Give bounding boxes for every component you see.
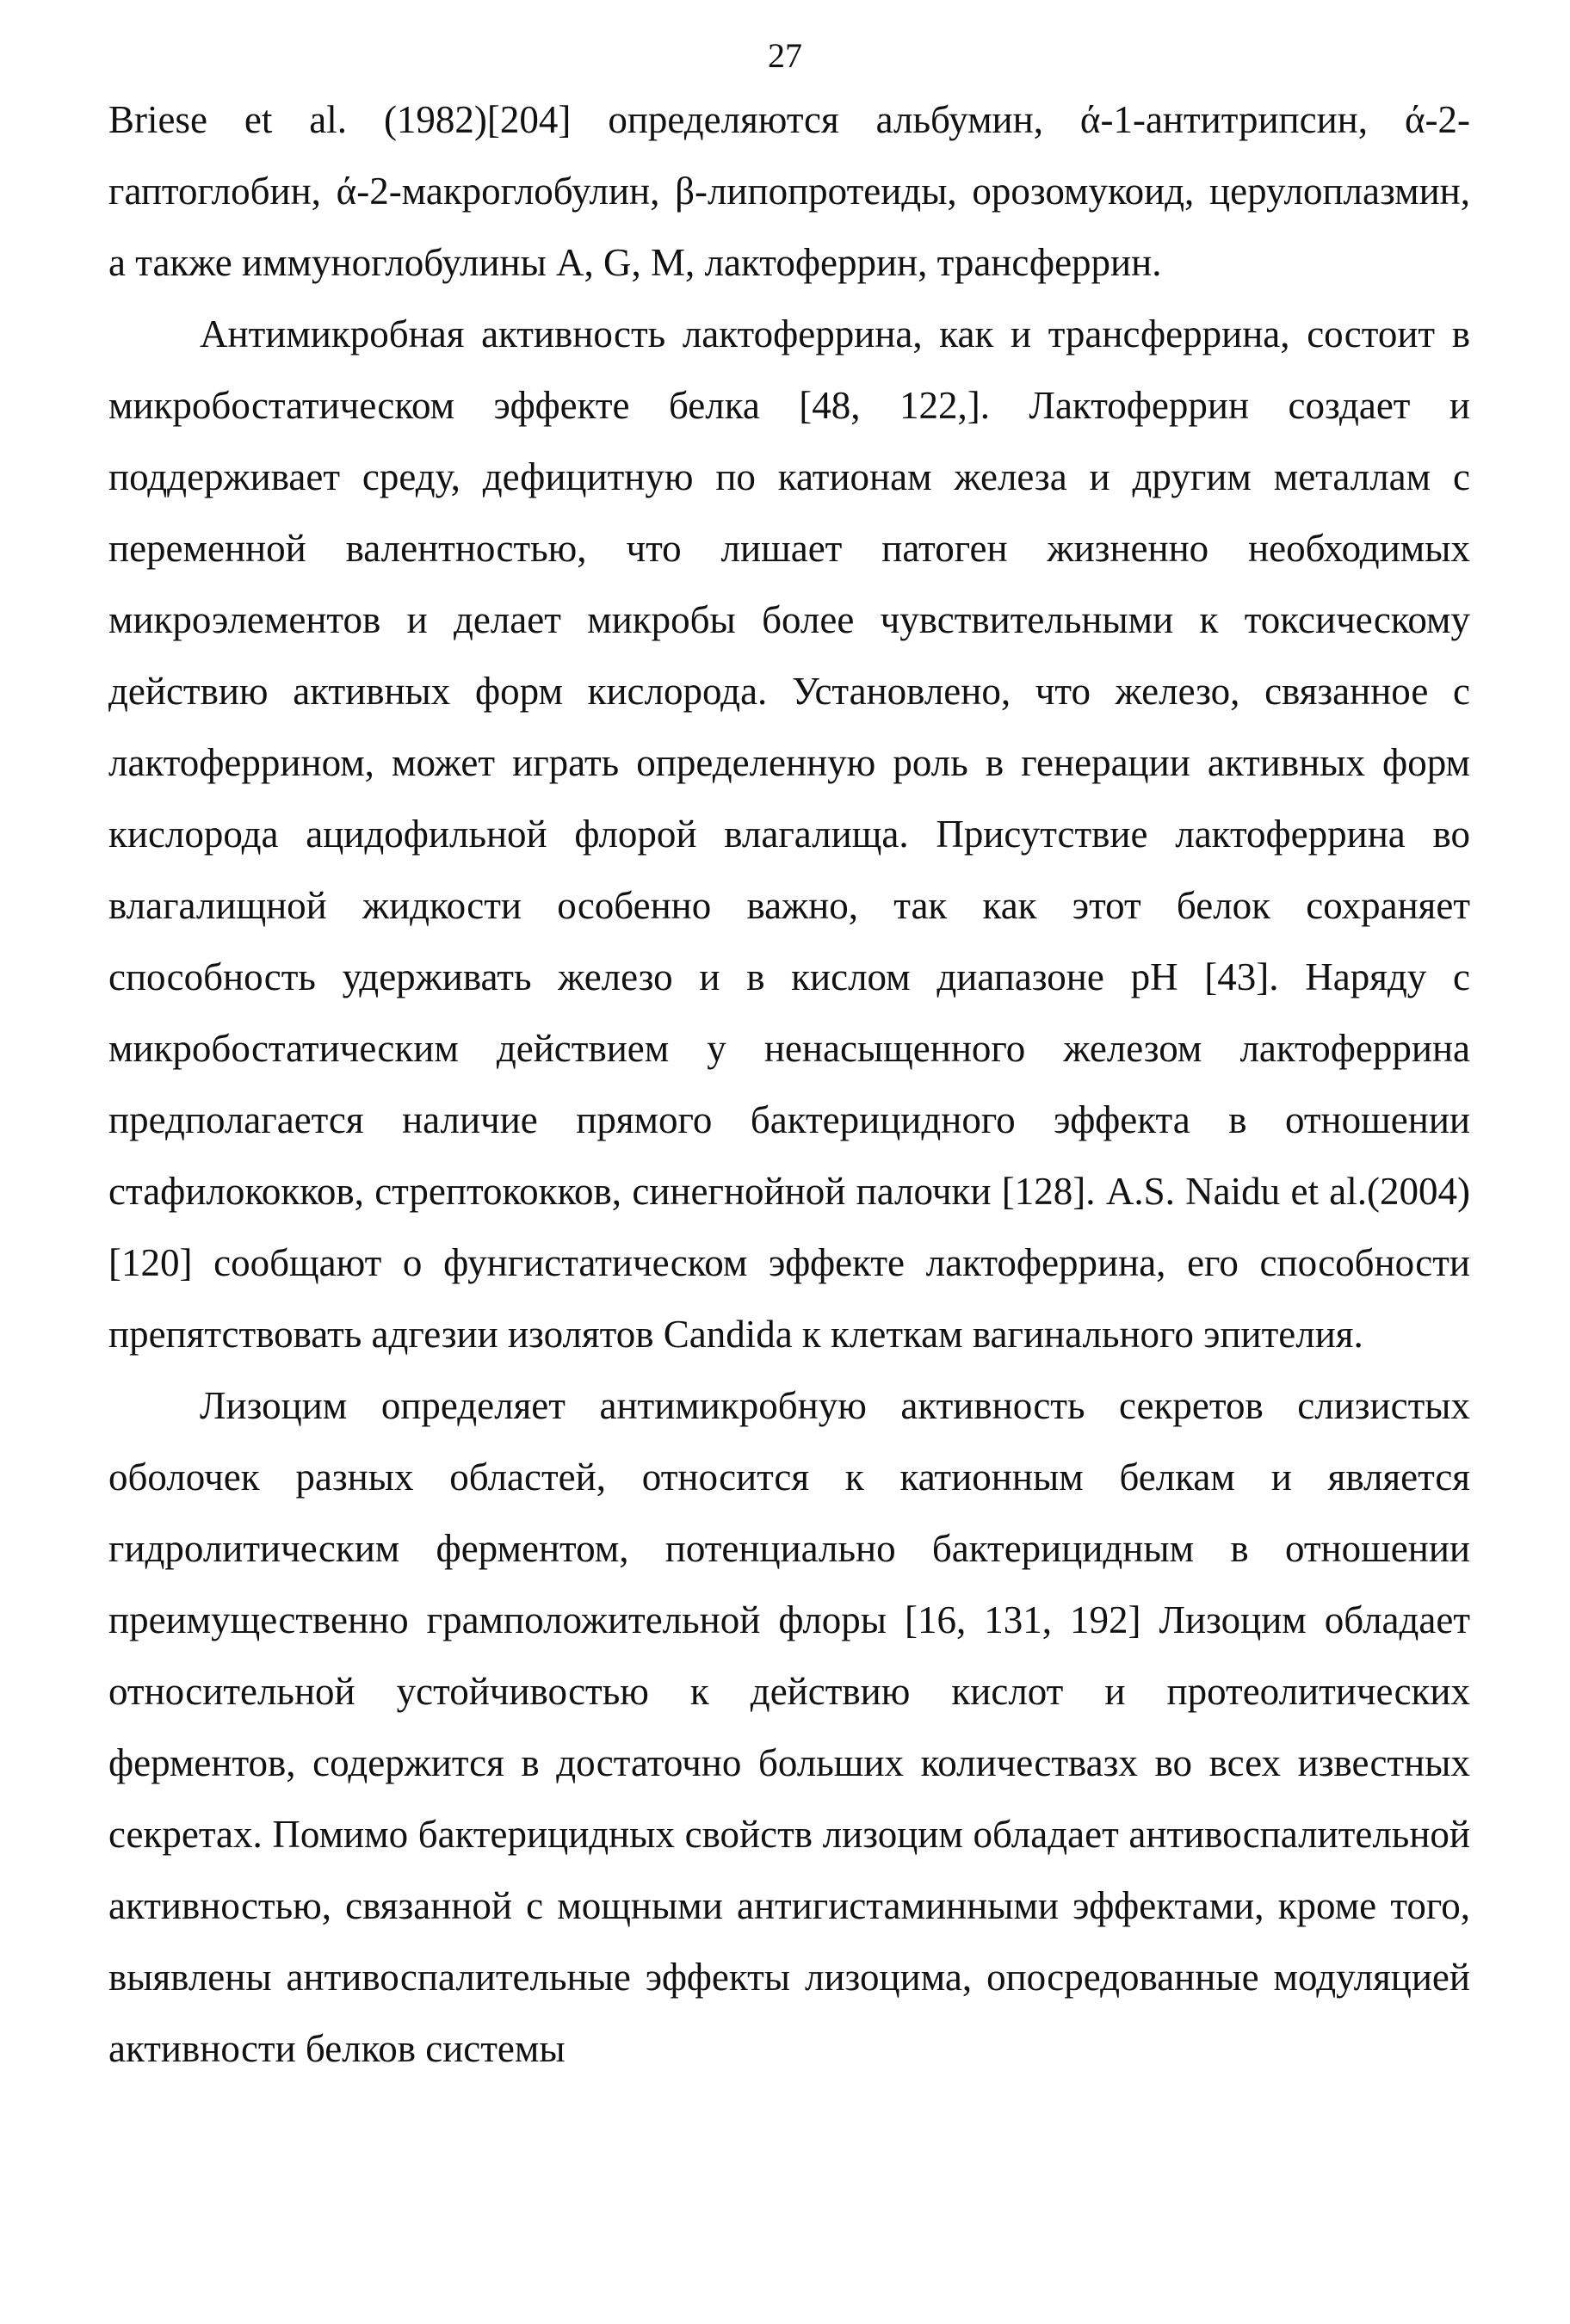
page-number: 27 (768, 36, 802, 75)
paragraph-lactoferrin: Антимикробная активность лактоферрина, как и трансферрина, состоит в микробостатическом эффекте белка [48, 122,]. Лактоферрин создает и поддерживает среду, дефицитную по катионам железа и другим металлам с переменной валентностью, что лишает патоген жизненно необходимых микроэлементов и делает микробы более чувствительными к токсическому действию активных форм кислорода. Установлено, что железо, связанное с лактоферрином, может играть определенную роль в генерации активных форм кислорода ацидофильной флорой влагалища. Присутствие лактоферрина во влагалищной жидкости особенно важно, так как этот белок сохраняет способность удерживать железо и в кислом диапазоне pH [43]. Наряду с микробостатическим действием у ненасыщенного железом лактоферрина предполагается наличие прямого бактерицидного эффекта в отношении стафилококков, стрептококков, синегнойной палочки [128]. A.S. Naidu et al.(2004)[120] сообщают о фунгистатическом эффекте лактоферрина, его способности препятствовать адгезии изолятов Candida к клеткам вагинального эпителия. (108, 312, 1470, 1356)
paragraph-continuation: Briese et al. (1982)[204] определяются альбумин, ά-1-антитрипсин, ά-2-гаптоглобин, ά-2-макроглобулин, β-липопротеиды, орозомукоид, церулоплазмин, а также иммуноглобулины A, G, M, лактоферрин, трансферрин. (108, 98, 1470, 284)
body-text (108, 84, 1470, 2085)
paragraph-lysozyme: Лизоцим определяет антимикробную активность секретов слизистых оболочек разных областей, относится к катионным белкам и является гидролитическим ферментом, потенциально бактерицидным в отношении преимущественно грамположительной флоры [16, 131, 192] Лизоцим обладает относительной устойчивостью к действию кислот и протеолитических ферментов, содержится в достаточно больших количествазх во всех известных секретах. Помимо бактерицидных свойств лизоцим обладает антивоспалительной активностью, связанной с мощными антигистаминными эффектами, кроме того, выявлены антивоспалительные эффекты лизоцима, опосредованные модуляцией активности белков системы (108, 1384, 1470, 2070)
